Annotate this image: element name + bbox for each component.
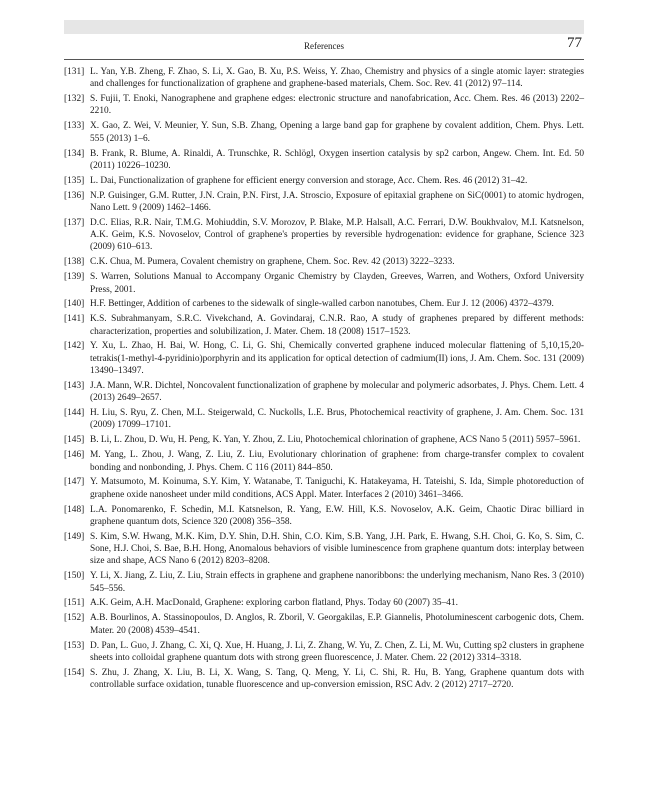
page-number: 77 — [567, 35, 582, 51]
reference-number: [136] — [64, 190, 85, 201]
reference-text: B. Li, L. Zhou, D. Wu, H. Peng, K. Yan, Y. Zhou, Z. Liu, Photochemical chlorination of graphene, ACS Nano 5 (2011) 5957–5961. — [90, 435, 581, 446]
reference-entry — [64, 570, 584, 595]
reference-number: [153] — [64, 640, 85, 651]
reference-text: D. Pan, L. Guo, J. Zhang, C. Xi, Q. Xue, H. Huang, J. Li, Z. Zhang, W. Yu, Z. Chen, Z. Li, M. Wu, Cutting sp2 clusters in graphene sheets into colloidal graphene quantum dots with strong green fluorescence, J. Mater. Chem. 22 (2012) 3314–3318. — [90, 640, 584, 663]
reference-entry — [64, 217, 584, 254]
reference-entry — [64, 380, 584, 405]
reference-number: [131] — [64, 67, 85, 77]
reference-list — [64, 66, 584, 694]
reference-number: [132] — [64, 94, 85, 105]
reference-number: [151] — [64, 598, 85, 609]
reference-number: [140] — [64, 299, 85, 310]
reference-entry — [64, 449, 584, 474]
page-header — [64, 35, 584, 60]
reference-number: [146] — [64, 450, 85, 461]
reference-text: L. Yan, Y.B. Zheng, F. Zhao, S. Li, X. Gao, B. Xu, P.S. Weiss, Y. Zhao, Chemistry and physics of a single atomic layer: strategies and challenges for functionalization of graphene and graphene-based materials, Chem. Soc. Rev. 41 (2012) 97–114. — [90, 67, 584, 90]
reference-entry — [64, 313, 584, 338]
reference-entry — [64, 256, 584, 268]
reference-text: A.K. Geim, A.H. MacDonald, Graphene: exploring carbon flatland, Phys. Today 60 (2007) 35–41. — [90, 598, 458, 609]
reference-entry — [64, 271, 584, 296]
reference-number: [149] — [64, 531, 85, 542]
reference-number: [139] — [64, 272, 85, 283]
reference-text: H.F. Bettinger, Addition of carbenes to the sidewalk of single-walled carbon nanotubes, Chem. Eur J. 12 (2006) 4372–4379. — [90, 299, 554, 310]
reference-entry — [64, 120, 584, 145]
reference-text: J.A. Mann, W.R. Dichtel, Noncovalent functionalization of graphene by molecular and polymeric adsorbates, J. Phys. Chem. Lett. 4 (2013) 2649–2657. — [90, 380, 584, 404]
reference-text: H. Liu, S. Ryu, Z. Chen, M.L. Steigerwald, C. Nuckolls, L.E. Brus, Photochemical reactivity of graphene, J. Am. Chem. Soc. 131 (2009) 17099–17101. — [90, 408, 584, 431]
reference-text: S. Kim, S.W. Hwang, M.K. Kim, D.Y. Shin, D.H. Shin, C.O. Kim, S.B. Yang, J.H. Park, E. Hwang, S.H. Choi, G. Ko, S. Sim, C. Sone, H.J. Choi, S. Bae, B.H. Hong, Anomalous behaviors of visible luminescence from graphene quantum dots: interplay between size and shape, ACS Nano 6 (2012) 8203–8208. — [90, 531, 584, 567]
reference-text: C.K. Chua, M. Pumera, Covalent chemistry on graphene, Chem. Soc. Rev. 42 (2013) 3222–3233. — [90, 257, 455, 268]
reference-entry — [64, 407, 584, 432]
top-banner — [64, 20, 584, 34]
reference-entry — [64, 434, 584, 446]
reference-text: Y. Matsumoto, M. Koinuma, S.Y. Kim, Y. Watanabe, T. Taniguchi, K. Hatakeyama, H. Tateishi, S. Ida, Simple photoreduction of graphene oxide nanosheet under mild conditions, ACS Appl. Mater. Interfaces 2 (2010) 3461–3466. — [90, 477, 584, 500]
reference-entry — [64, 93, 584, 118]
reference-entry — [64, 531, 584, 568]
reference-text: Y. Xu, L. Zhao, H. Bai, W. Hong, C. Li, G. Shi, Chemically converted graphene induced molecular flattening of 5,10,15,20-tetrakis(1-methyl-4-pyridinio)porphyrin and its application for optical detection of cadmium(II) ions, J. Am. Chem. Soc. 131 (2009) 13490–13497. — [90, 341, 584, 377]
reference-text: Y. Li, X. Jiang, Z. Liu, Z. Liu, Strain effects in graphene and graphene nanoribbons: the underlying mechanism, Nano Res. 3 (2010) 545–556. — [90, 571, 584, 594]
reference-number: [141] — [64, 314, 85, 325]
reference-number: [138] — [64, 257, 85, 268]
reference-text: A.B. Bourlinos, A. Stassinopoulos, D. Anglos, R. Zboril, V. Georgakilas, E.P. Giannelis, Photoluminescent carbogenic dots, Chem. Mater. 20 (2008) 4539–4541. — [90, 613, 584, 636]
reference-text: M. Yang, L. Zhou, J. Wang, Z. Liu, Z. Liu, Evolutionary chlorination of graphene: from charge-transfer complex to covalent bonding and nonbonding, J. Phys. Chem. C 116 (2011) 844–850. — [90, 450, 584, 473]
reference-text: X. Gao, Z. Wei, V. Meunier, Y. Sun, S.B. Zhang, Opening a large band gap for graphene by covalent addition, Chem. Phys. Lett. 555 (2013) 1–6. — [90, 121, 584, 144]
reference-number: [145] — [64, 435, 85, 446]
reference-number: [133] — [64, 121, 85, 132]
reference-text: S. Fujii, T. Enoki, Nanographene and graphene edges: electronic structure and nanofabrication, Acc. Chem. Res. 46 (2013) 2202–2210. — [90, 94, 584, 117]
reference-entry — [64, 597, 584, 609]
reference-number: [154] — [64, 667, 85, 678]
reference-entry — [64, 298, 584, 310]
reference-entry — [64, 190, 584, 215]
reference-entry — [64, 612, 584, 637]
reference-text: N.P. Guisinger, G.M. Rutter, J.N. Crain, P.N. First, J.A. Stroscio, Exposure of epitaxial graphene on SiC(0001) to atomic hydrogen, Nano Lett. 9 (2009) 1462–1466. — [90, 190, 584, 213]
running-title: References — [304, 41, 344, 51]
reference-number: [135] — [64, 175, 85, 186]
reference-number: [137] — [64, 217, 85, 228]
reference-text: D.C. Elias, R.R. Nair, T.M.G. Mohiuddin, S.V. Morozov, P. Blake, M.P. Halsall, A.C. Ferrari, D.W. Boukhvalov, M.I. Katsnelson, A.K. Geim, K.S. Novoselov, Control of graphene's properties by reversible hydrogenation: evidence for graphane, Science 323 (2009) 610–613. — [90, 217, 584, 253]
reference-entry — [64, 476, 584, 501]
reference-text: L. Dai, Functionalization of graphene for efficient energy conversion and storage, Acc. Chem. Res. 46 (2012) 31–42. — [90, 175, 528, 186]
reference-entry — [64, 175, 584, 187]
reference-number: [147] — [64, 477, 85, 488]
reference-entry — [64, 148, 584, 173]
reference-number: [152] — [64, 613, 85, 624]
reference-entry — [64, 640, 584, 665]
reference-number: [144] — [64, 408, 85, 419]
reference-entry — [64, 504, 584, 529]
reference-number: [142] — [64, 341, 85, 352]
reference-entry — [64, 66, 584, 91]
reference-number: [143] — [64, 380, 85, 391]
reference-text: K.S. Subrahmanyam, S.R.C. Vivekchand, A. Govindaraj, C.N.R. Rao, A study of graphenes prepared by different methods: characterization, properties and solubilization, J. Mater. Chem. 18 (2008) 1517–1523. — [90, 314, 584, 337]
reference-number: [150] — [64, 571, 85, 582]
reference-entry — [64, 340, 584, 377]
reference-text: S. Warren, Solutions Manual to Accompany Organic Chemistry by Clayden, Greeves, Warren, and Wothers, Oxford University Press, 2001. — [90, 272, 584, 295]
reference-text: B. Frank, R. Blume, A. Rinaldi, A. Trunschke, R. Schlögl, Oxygen insertion catalysis by sp2 carbon, Angew. Chem. Int. Ed. 50 (2011) 10226–10230. — [90, 148, 584, 171]
reference-text: S. Zhu, J. Zhang, X. Liu, B. Li, X. Wang, S. Tang, Q. Meng, Y. Li, C. Shi, R. Hu, B. Yang, Graphene quantum dots with controllable surface oxidation, tunable fluorescence and up-conversion emission, RSC Adv. 2 (2012) 2717–2720. — [90, 667, 584, 691]
reference-text: L.A. Ponomarenko, F. Schedin, M.I. Katsnelson, R. Yang, E.W. Hill, K.S. Novoselov, A.K. Geim, Chaotic Dirac billiard in graphene quantum dots, Science 320 (2008) 356–358. — [90, 504, 584, 527]
reference-number: [148] — [64, 504, 85, 515]
reference-entry — [64, 667, 584, 692]
reference-number: [134] — [64, 148, 85, 159]
